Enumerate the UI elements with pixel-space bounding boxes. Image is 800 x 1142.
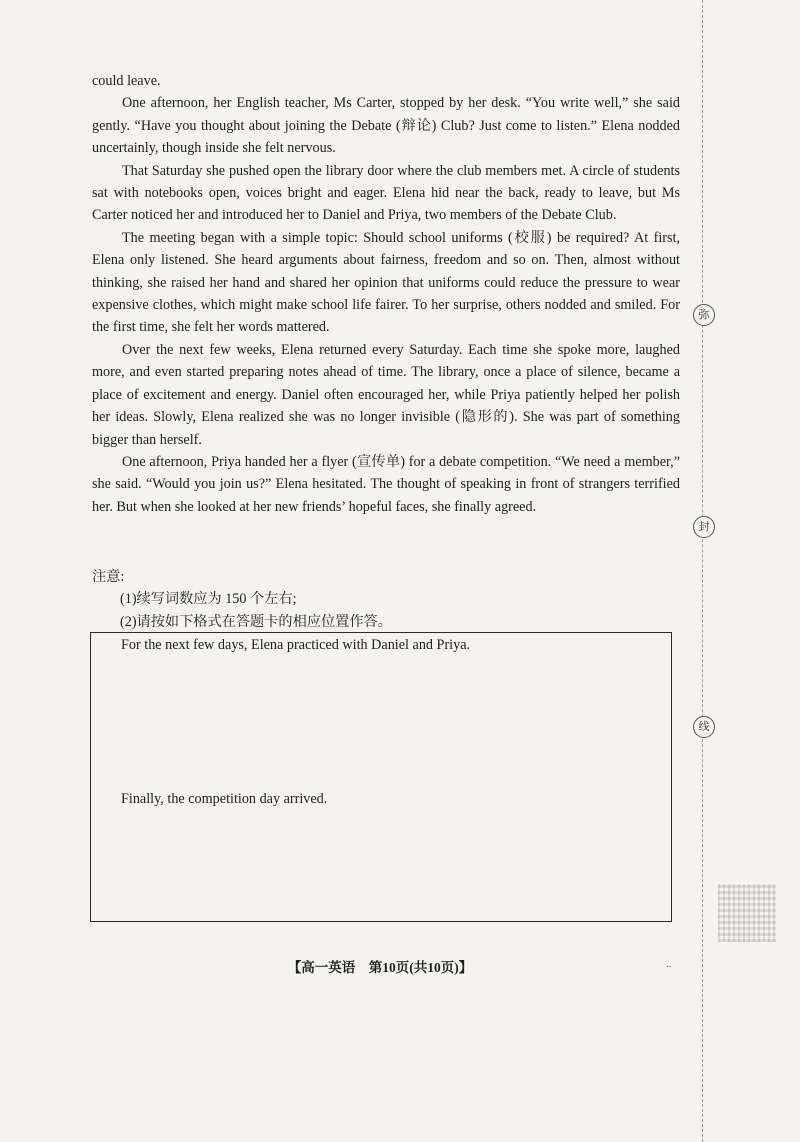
- answer-mid-sentence: Finally, the competition day arrived.: [121, 791, 328, 807]
- passage-paragraph: could leave.: [92, 73, 161, 89]
- footer-dots: ..: [666, 958, 672, 970]
- passage-paragraph: One afternoon, her English teacher, Ms Carter, stopped by her desk. “You write well,” she said gently. “Have you thought about joining the Debate (辩论) Club? Just come to listen.” Elena nodded uncertainly, though inside she felt nervous.: [92, 95, 680, 157]
- instructions: [92, 566, 392, 633]
- qr-code-icon: [718, 884, 776, 942]
- seal-mark-mi: 弥: [693, 304, 715, 326]
- page-footer: 【高一英语 第10页(共10页)】: [287, 960, 473, 975]
- passage-paragraph: The meeting began with a simple topic: Should school uniforms (校服) be required? At first, Elena only listened. She heard arguments about fairness, freedom and so on. Then, almost without thinking, she raised her hand and shared her opinion that uniforms could reduce the pressure to wear expensive clothes, which might make school life fairer. To her surprise, others nodded and smiled. For the first time, she felt her words mattered.: [92, 229, 680, 336]
- passage-paragraph: That Saturday she pushed open the library door where the club members met. A circle of students sat with notebooks open, voices bright and eager. Elena hid near the back, ready to leave, but Ms Carter noticed her and introduced her to Daniel and Priya, two members of the Debate Club.: [92, 162, 680, 224]
- instruction-item: (2)请按如下格式在答题卡的相应位置作答。: [120, 613, 392, 630]
- seal-mark-xian: 线: [693, 716, 715, 738]
- seal-mark-feng: 封: [693, 516, 715, 538]
- passage-paragraph: One afternoon, Priya handed her a flyer (宣传单) for a debate competition. “We need a member,” she said. “Would you join us?” Elena hesitated. The thought of speaking in front of strangers terrified her. But when she looked at her new friends’ hopeful faces, she finally agreed.: [92, 453, 680, 515]
- passage-paragraph: Over the next few weeks, Elena returned every Saturday. Each time she spoke more, laughed more, and even started preparing notes ahead of time. The library, once a place of silence, became a place of excitement and energy. Daniel often encouraged her, while Priya patiently helped her polish her ideas. Slowly, Elena realized she was no longer invisible (隐形的). She was part of something bigger than herself.: [92, 341, 680, 448]
- answer-start-sentence: For the next few days, Elena practiced with Daniel and Priya.: [121, 637, 471, 653]
- answer-box[interactable]: [90, 632, 672, 922]
- instructions-title: 注意:: [92, 569, 125, 585]
- binding-line: [702, 0, 703, 1142]
- instruction-item: (1)续写词数应为 150 个左右;: [120, 591, 297, 608]
- story-passage: [92, 70, 680, 518]
